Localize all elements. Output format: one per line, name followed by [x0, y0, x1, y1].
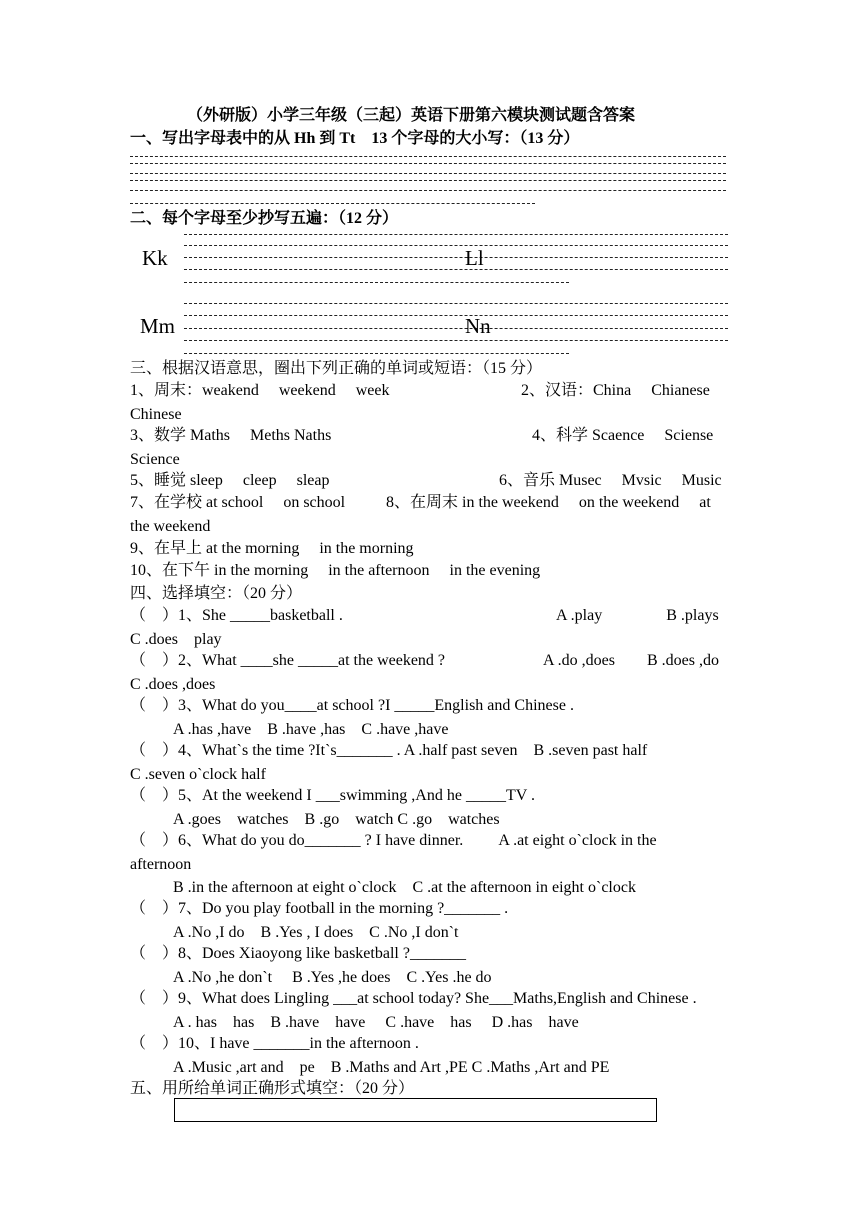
question-4-4: （ ）4、What`s the time ?It`s_______ . A .half past seven B .seven past half — [130, 742, 648, 759]
writing-line — [130, 190, 726, 191]
question-3-6: 6、音乐 Musec Mvsic Music — [499, 472, 722, 489]
question-4-8-options: A .No ,he don`t B .Yes ,he does C .Yes .he do — [173, 969, 492, 986]
letter-kk: Kk — [142, 246, 168, 270]
question-3-1: 1、周末：weakend weekend week — [130, 382, 390, 399]
question-4-10: （ ）10、I have _______in the afternoon . — [130, 1035, 419, 1052]
question-4-2: （ ）2、What ____she _____at the weekend ? — [130, 652, 446, 669]
writing-line — [130, 163, 726, 164]
question-4-7: （ ）7、Do you play football in the morning ?_______ . — [130, 900, 509, 917]
writing-line — [184, 353, 569, 354]
question-3-9: 9、在早上 at the morning in the morning — [130, 540, 414, 557]
question-3-7: 7、在学校 at school on school — [130, 494, 346, 511]
question-4-1: （ ）1、She _____basketball . — [130, 607, 343, 624]
question-3-2: 2、汉语：China Chianese — [521, 382, 710, 399]
question-4-6: （ ）6、What do you do_______ ? I have dinner. A .at eight o`clock in the — [130, 832, 657, 849]
writing-line — [130, 156, 726, 157]
writing-line — [184, 303, 728, 304]
section-5-heading: 五、用所给单词正确形式填空：（20 分） — [130, 1080, 415, 1097]
question-4-8: （ ）8、Does Xiaoyong like basketball ?_______ — [130, 945, 466, 962]
writing-line — [130, 173, 726, 174]
question-4-9: （ ）9、What does Lingling ___at school today? She___Maths,English and Chinese . — [130, 990, 697, 1007]
writing-line — [184, 340, 728, 341]
question-4-1-options: A .play B .plays — [556, 607, 719, 624]
question-4-2-cont: C .does ,does — [130, 676, 216, 693]
question-4-7-options: A .No ,I do B .Yes , I does C .No ,I don`t — [173, 924, 459, 941]
question-4-5-options: A .goes watches B .go watch C .go watches — [173, 811, 500, 828]
question-3-3: 3、数学 Maths Meths Naths — [130, 427, 332, 444]
question-4-6-cont: afternoon — [130, 856, 192, 873]
question-3-2-cont: Chinese — [130, 406, 182, 423]
word-box — [174, 1098, 657, 1122]
letter-mm: Mm — [140, 314, 176, 338]
question-3-5: 5、睡觉 sleep cleep sleap — [130, 472, 330, 489]
writing-line — [184, 234, 728, 235]
writing-line — [184, 269, 728, 270]
question-4-1-cont: C .does play — [130, 631, 222, 648]
question-4-5: （ ）5、At the weekend I ___swimming ,And he _____TV . — [130, 787, 535, 804]
writing-line — [184, 315, 728, 316]
writing-line — [184, 282, 569, 283]
section-1-heading: 一、写出字母表中的从 Hh 到 Tt 13 个字母的大小写：（13 分） — [130, 130, 580, 147]
section-4-heading: 四、选择填空：（20 分） — [130, 585, 303, 602]
question-4-9-options: A . has has B .have have C .have has D .has have — [173, 1014, 579, 1031]
section-3-heading: 三、根据汉语意思，圈出下列正确的单词或短语：（15 分） — [130, 360, 543, 377]
letter-nn: Nn — [465, 314, 491, 338]
question-4-6-options: B .in the afternoon at eight o`clock C .at the afternoon in eight o`clock — [173, 879, 636, 896]
question-4-3: （ ）3、What do you____at school ?I _____English and Chinese . — [130, 697, 574, 714]
question-3-4-cont: Science — [130, 451, 180, 468]
question-4-3-options: A .has ,have B .have ,has C .have ,have — [173, 721, 449, 738]
question-3-8-cont: the weekend — [130, 518, 211, 535]
writing-line — [184, 328, 728, 329]
writing-line — [184, 257, 728, 258]
writing-line — [130, 180, 726, 181]
writing-line — [130, 203, 535, 204]
question-4-4-cont: C .seven o`clock half — [130, 766, 266, 783]
writing-line — [184, 245, 728, 246]
question-3-4: 4、科学 Scaence Sciense — [532, 427, 714, 444]
letter-ll: Ll — [465, 246, 484, 270]
page-title: （外研版）小学三年级（三起）英语下册第六模块测试题含答案 — [187, 107, 636, 124]
question-4-2-options: A .do ,does B .does ,do — [543, 652, 720, 669]
question-4-10-options: A .Music ,art and pe B .Maths and Art ,PE C .Maths ,Art and PE — [173, 1059, 610, 1076]
section-2-heading: 二、每个字母至少抄写五遍：（12 分） — [130, 210, 399, 227]
question-3-10: 10、在下午 in the morning in the afternoon in the evening — [130, 562, 541, 579]
question-3-8: 8、在周末 in the weekend on the weekend at — [386, 494, 711, 511]
